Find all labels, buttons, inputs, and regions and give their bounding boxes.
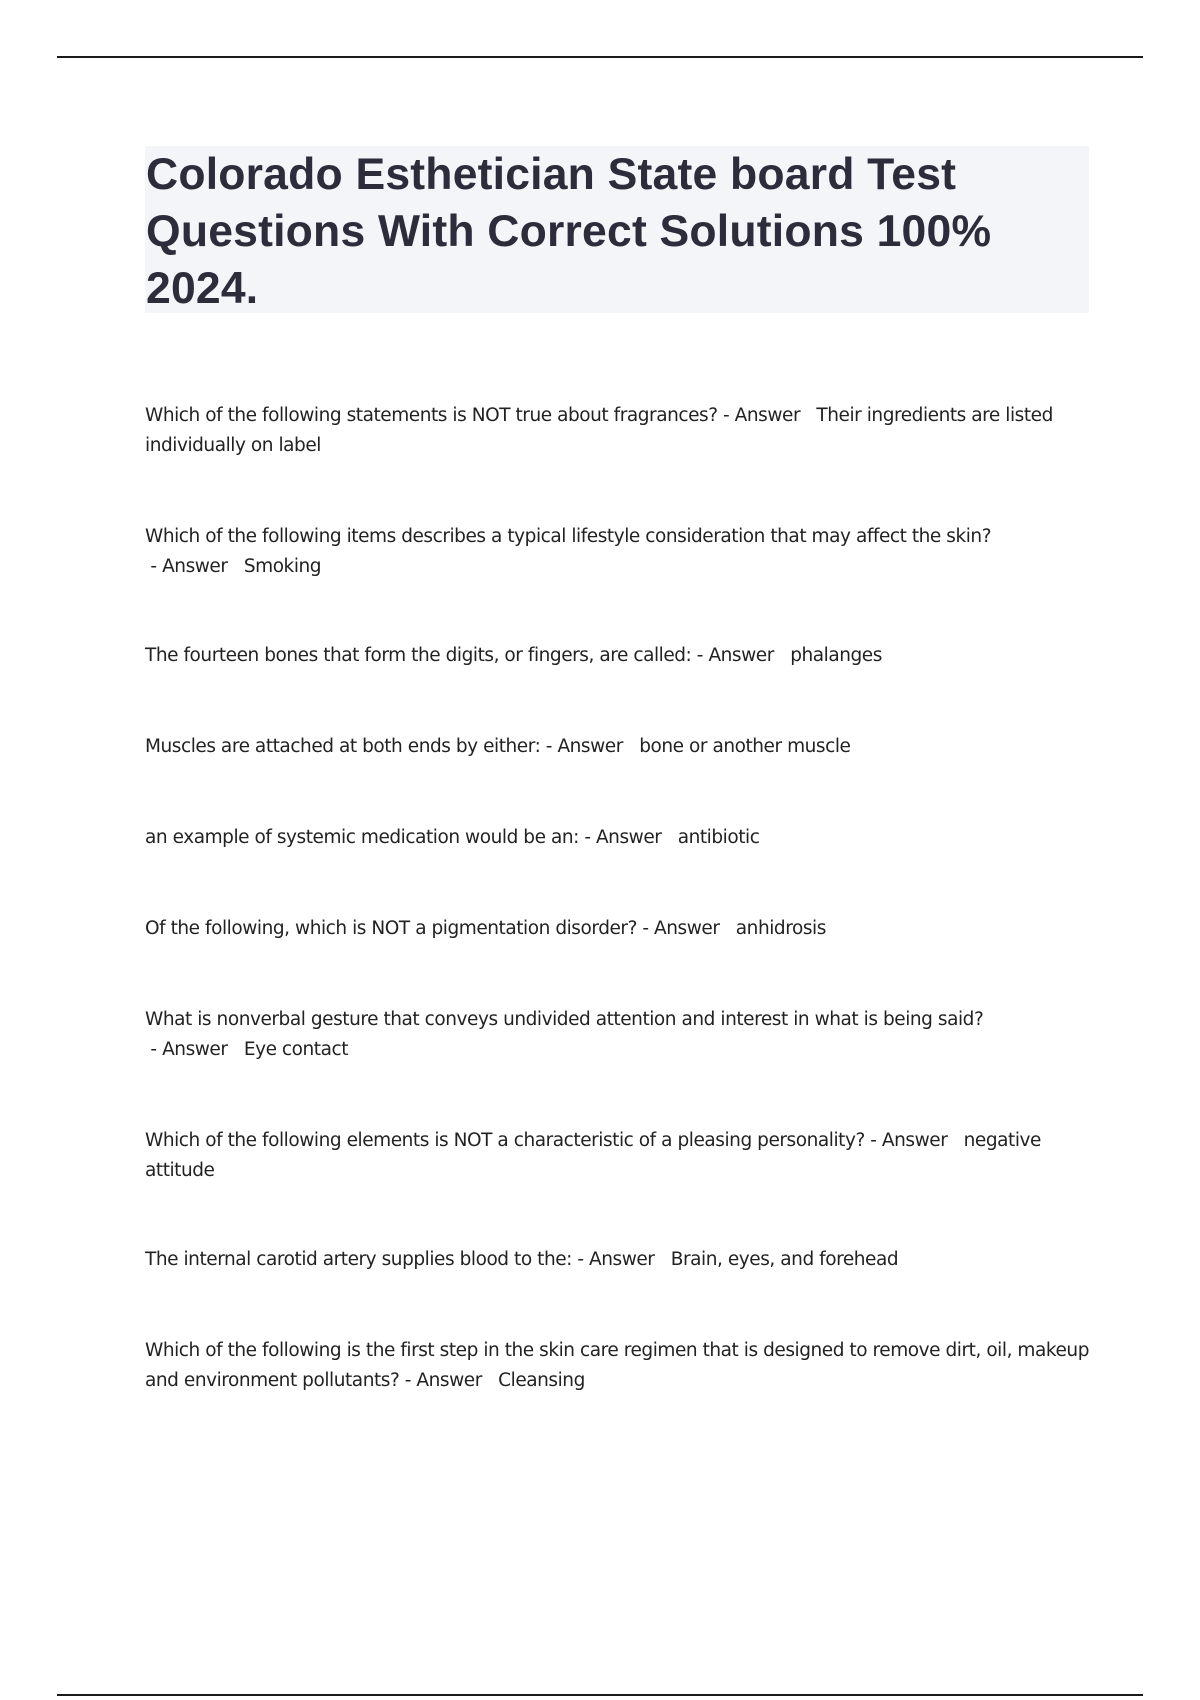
title-block xyxy=(145,146,1089,313)
answer-text: Cleansing xyxy=(498,1370,585,1391)
qa-item xyxy=(145,732,1095,762)
qa-item xyxy=(145,401,1095,461)
answer-text: Brain, eyes, and forehead xyxy=(670,1249,899,1270)
question-text: Which of the following items describes a typical lifestyle consideration that may affect the skin? xyxy=(145,526,992,547)
question-text: The internal carotid artery supplies blood to the: xyxy=(145,1249,572,1270)
answer-separator: - Answer xyxy=(691,645,791,666)
top-rule xyxy=(57,56,1143,58)
answer-text: Eye contact xyxy=(243,1039,349,1060)
answer-separator: - Answer xyxy=(145,1039,244,1060)
answer-text: Smoking xyxy=(243,556,322,577)
answer-text: negative attitude xyxy=(145,1130,1041,1181)
question-text: Of the following, which is NOT a pigmentation disorder? xyxy=(145,918,637,939)
answer-separator: - Answer xyxy=(145,556,244,577)
answer-separator: - Answer xyxy=(571,1249,671,1270)
bottom-rule xyxy=(57,1694,1143,1696)
question-text: Muscles are attached at both ends by either: xyxy=(145,736,541,757)
answer-separator: - Answer xyxy=(864,1130,964,1151)
answer-text: anhidrosis xyxy=(735,918,826,939)
answer-text: bone or another muscle xyxy=(639,736,851,757)
answer-separator: - Answer xyxy=(717,405,817,426)
answer-text: phalanges xyxy=(790,645,882,666)
question-text: an example of systemic medication would be an: xyxy=(145,827,579,848)
question-text: Which of the following elements is NOT a characteristic of a pleasing personality? xyxy=(145,1130,865,1151)
qa-item xyxy=(145,1245,1095,1275)
question-text: Which of the following is the first step in the skin care regimen that is designed to remove dirt, oil, makeup and environment pollutants? xyxy=(145,1340,1089,1391)
qa-item xyxy=(145,641,1095,671)
document-title: Colorado Esthetician State board Test Questions With Correct Solutions 100% 2024. xyxy=(146,150,992,313)
answer-separator: - Answer xyxy=(636,918,736,939)
answer-text: antibiotic xyxy=(677,827,760,848)
qa-item xyxy=(145,914,1095,944)
question-text: Which of the following statements is NOT true about fragrances? xyxy=(145,405,718,426)
answer-text: Their ingredients are listed individually on label xyxy=(145,405,1053,456)
qa-item xyxy=(145,1126,1095,1186)
answer-separator: - Answer xyxy=(578,827,678,848)
qa-item xyxy=(145,1005,1095,1065)
answer-separator: - Answer xyxy=(540,736,640,757)
qa-item xyxy=(145,1336,1095,1396)
answer-separator: - Answer xyxy=(399,1370,499,1391)
qa-item xyxy=(145,522,1095,582)
qa-item xyxy=(145,823,1095,853)
question-text: What is nonverbal gesture that conveys undivided attention and interest in what is being said? xyxy=(145,1009,984,1030)
question-text: The fourteen bones that form the digits, or fingers, are called: xyxy=(145,645,692,666)
